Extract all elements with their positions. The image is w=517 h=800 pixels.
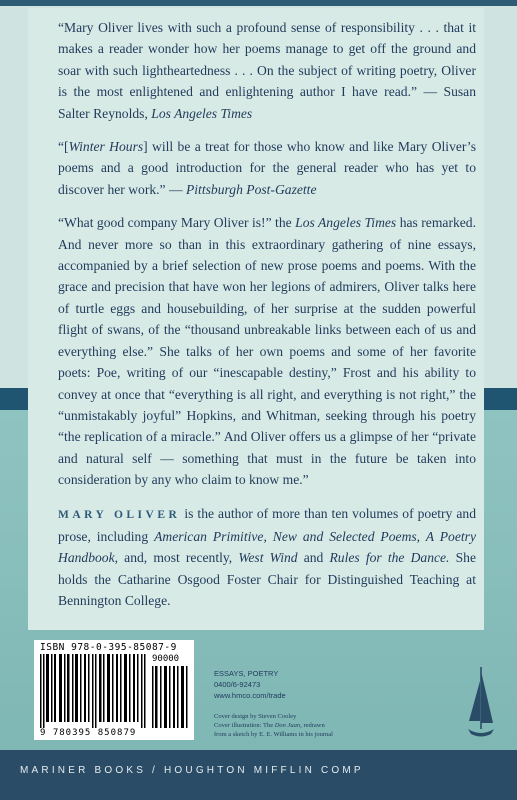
cover-credits	[214, 712, 333, 739]
product-code: 0400/6-92473	[214, 680, 261, 689]
barcode	[34, 640, 194, 740]
book-meta	[214, 668, 286, 701]
quote-1: “Mary Oliver lives with such a profound sense of responsibility . . . that it makes a reader wonder how her poems manage to get off the ground and soar with such lightheartedness . . . On the subject of writing poetry, Oliver is the most enlightened and enlightening author I have read.” — Susan Salter Reynolds, Los Angeles Times	[58, 20, 476, 121]
publisher-url: www.hmco.com/trade	[214, 691, 286, 700]
price-code: 90000	[152, 654, 180, 664]
description: “What good company Mary Oliver is!” the Los Angeles Times has remarked. And never more so than in this extraordinary gathering of nine essays, accompanied by a brief selection of new prose poems and poems. With the grace and precision that have won her legions of admirers, Oliver talks here of turtle eggs and housebuilding, of her surprise at the sudden powerful flight of swans, of the “thousand unbreakable links between each of us and everything else.” She talks of her own poems and some of her favorite poets: Poe, writing of our “inescapable destiny,” Frost and his ability to convey at once that “everything is all right, and everything is not right,” the “unmistakably joyful” Hopkins, and Whitman, seeking through his poetry “the replication of a miracle.” And Oliver offers us a glimpse of her “private and natural self — something that must in the future be taken into consideration by any who claim to know me.”	[58, 215, 476, 488]
author-bio: MARY OLIVER is the author of more than ten volumes of poetry and prose, including American Primitive, New and Selected Poems, A Poetry Handbook, and, most recently, West Wind and Rules for the Dance. She holds the Catharine Osgood Foster Chair for Distinguished Teaching at Bennington College.	[58, 505, 476, 609]
ean-number: 9 780395 850879	[40, 728, 137, 738]
publisher-imprint: MARINER BOOKS / HOUGHTON MIFFLIN COMP	[20, 765, 364, 776]
illustration-credit-line2: from a sketch by E. E. Williams in his journal	[214, 731, 333, 738]
barcode-bars	[40, 654, 148, 728]
quote-2: “[Winter Hours] will be a treat for those who know and like Mary Oliver’s poems and a good introduction for the general reader who has yet to discover her work.” — Pittsburgh Post-Gazette	[58, 139, 476, 197]
price-barcode-bars	[152, 666, 190, 728]
blurb-text	[58, 17, 476, 624]
category: ESSAYS, POETRY	[214, 669, 279, 678]
top-stripe	[0, 0, 517, 6]
design-credit: Cover design by Steven Cooley	[214, 713, 297, 720]
illustration-credit: Cover illustration: The Don Juan, redrawn	[214, 722, 325, 729]
isbn-label: ISBN 978-0-395-85087-9	[40, 642, 177, 653]
mariner-logo-icon	[466, 663, 496, 741]
author-name: MARY OLIVER	[58, 508, 181, 521]
